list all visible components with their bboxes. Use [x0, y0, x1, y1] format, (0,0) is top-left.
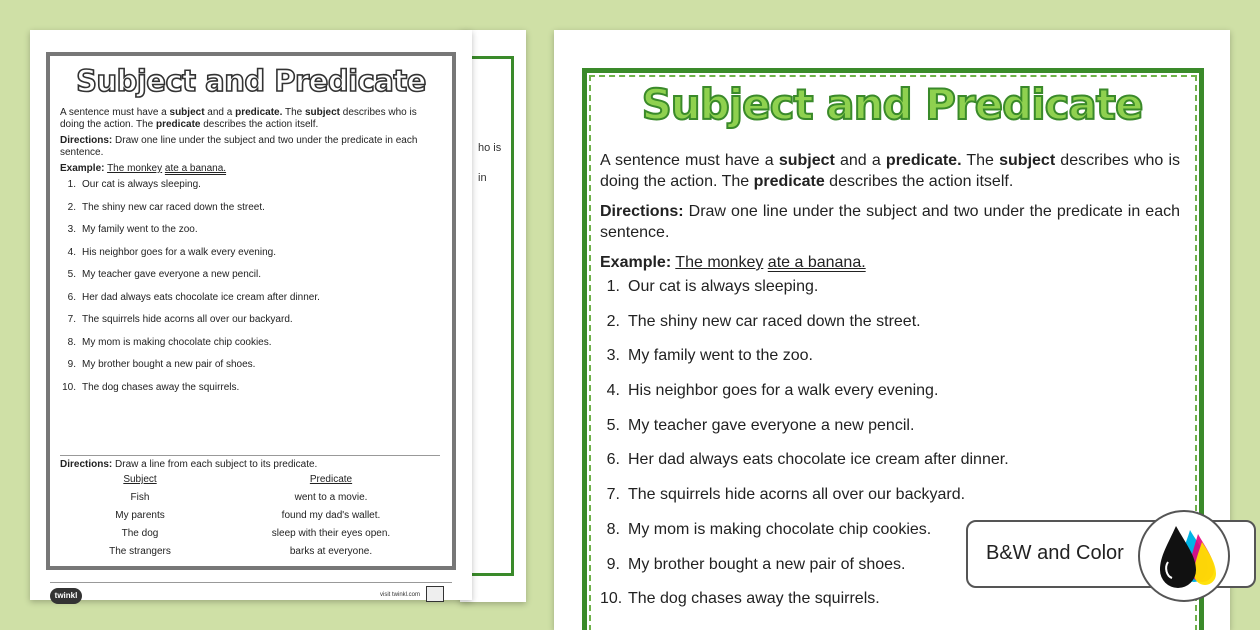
list-item: 2. The shiny new car raced down the street. — [67, 201, 265, 213]
list-item: 9. My brother bought a new pair of shoes. — [67, 359, 256, 370]
bw-directions: Directions: Draw one line under the subject and two under the predicate in each sentence. — [60, 135, 418, 158]
matching-row — [60, 528, 442, 546]
color-title: Subject and Predicate — [641, 80, 1143, 129]
list-item: 10. The dog chases away the squirrels. — [600, 590, 880, 608]
back-fragment: ho is — [478, 142, 502, 154]
matching-predicate: sleep with their eyes open. — [271, 528, 391, 539]
predicate-header: Predicate — [309, 474, 353, 485]
bw-sentence-list — [60, 179, 442, 404]
list-item: 5. My teacher gave everyone a new pencil. — [606, 416, 915, 434]
subject-header: Subject — [123, 474, 157, 485]
list-item: 1. Our cat is always sleeping. — [67, 179, 201, 190]
section-divider — [60, 455, 440, 456]
bw-and-color-badge — [966, 520, 1256, 588]
bw-worksheet — [30, 30, 472, 600]
footer-divider — [50, 582, 452, 583]
matching-predicate: found my dad's wallet. — [281, 510, 381, 521]
badge-label: B&W and Color — [986, 542, 1124, 564]
back-fragment: in — [478, 172, 487, 184]
list-item: 8. My mom is making chocolate chip cookies. — [67, 336, 272, 348]
bw-intro: A sentence must have a subject and a predicate. The subject describes who is doing the action. The predicate describes the action itself. — [60, 107, 417, 130]
bw-title: Subject and Predicate — [76, 64, 426, 98]
matching-table — [60, 474, 442, 564]
matching-predicate: barks at everyone. — [289, 546, 373, 557]
color-directions: Directions: Draw one line under the subject and two under the predicate in each sentence. — [600, 203, 1180, 241]
color-intro: A sentence must have a subject and a predicate. The subject describes who is doing the action. The predicate describes the action itself. — [600, 152, 1181, 190]
footer-badge-icon — [426, 586, 444, 602]
matching-row — [60, 492, 442, 510]
matching-row — [60, 510, 442, 528]
list-item: 9. My brother bought a new pair of shoes. — [606, 555, 906, 573]
bw-example: Example: The monkey ate a banana. — [60, 163, 227, 174]
matching-subject: My parents — [115, 510, 165, 521]
list-item: 4. His neighbor goes for a walk every evening. — [606, 382, 939, 400]
list-item: 6. Her dad always eats chocolate ice cream after dinner. — [606, 451, 1009, 469]
footer-url: visit twinkl.com — [380, 592, 421, 598]
matching-section — [60, 459, 442, 564]
matching-subject: Fish — [130, 492, 150, 503]
matching-predicate: went to a movie. — [294, 492, 368, 503]
matching-subject: The strangers — [109, 546, 171, 557]
back-worksheet-border — [470, 56, 514, 576]
list-item: 7. The squirrels hide acorns all over our backyard. — [606, 486, 966, 504]
list-item: 8. My mom is making chocolate chip cookies. — [606, 520, 932, 538]
ink-drops-icon — [1138, 510, 1230, 602]
list-item: 4. His neighbor goes for a walk every evening. — [67, 246, 276, 258]
list-item: 10. The dog chases away the squirrels. — [62, 381, 240, 393]
list-item: 3. My family went to the zoo. — [606, 347, 813, 365]
list-item: 6. Her dad always eats chocolate ice cream after dinner. — [67, 291, 320, 303]
twinkl-logo: twinkl — [50, 588, 82, 604]
list-item: 7. The squirrels hide acorns all over our backyard. — [67, 314, 293, 325]
matching-header-row — [60, 474, 442, 492]
list-item: 3. My family went to the zoo. — [67, 224, 198, 235]
list-item: 1. Our cat is always sleeping. — [606, 278, 819, 295]
list-item: 2. The shiny new car raced down the street. — [606, 312, 921, 330]
matching-directions: Directions: Draw a line from each subject to its predicate. — [60, 459, 318, 470]
matching-subject: The dog — [121, 528, 159, 539]
color-example: Example: The monkey ate a banana. — [600, 254, 866, 271]
bw-body — [60, 107, 442, 404]
matching-row — [60, 546, 442, 564]
list-item: 5. My teacher gave everyone a new pencil. — [67, 269, 261, 280]
